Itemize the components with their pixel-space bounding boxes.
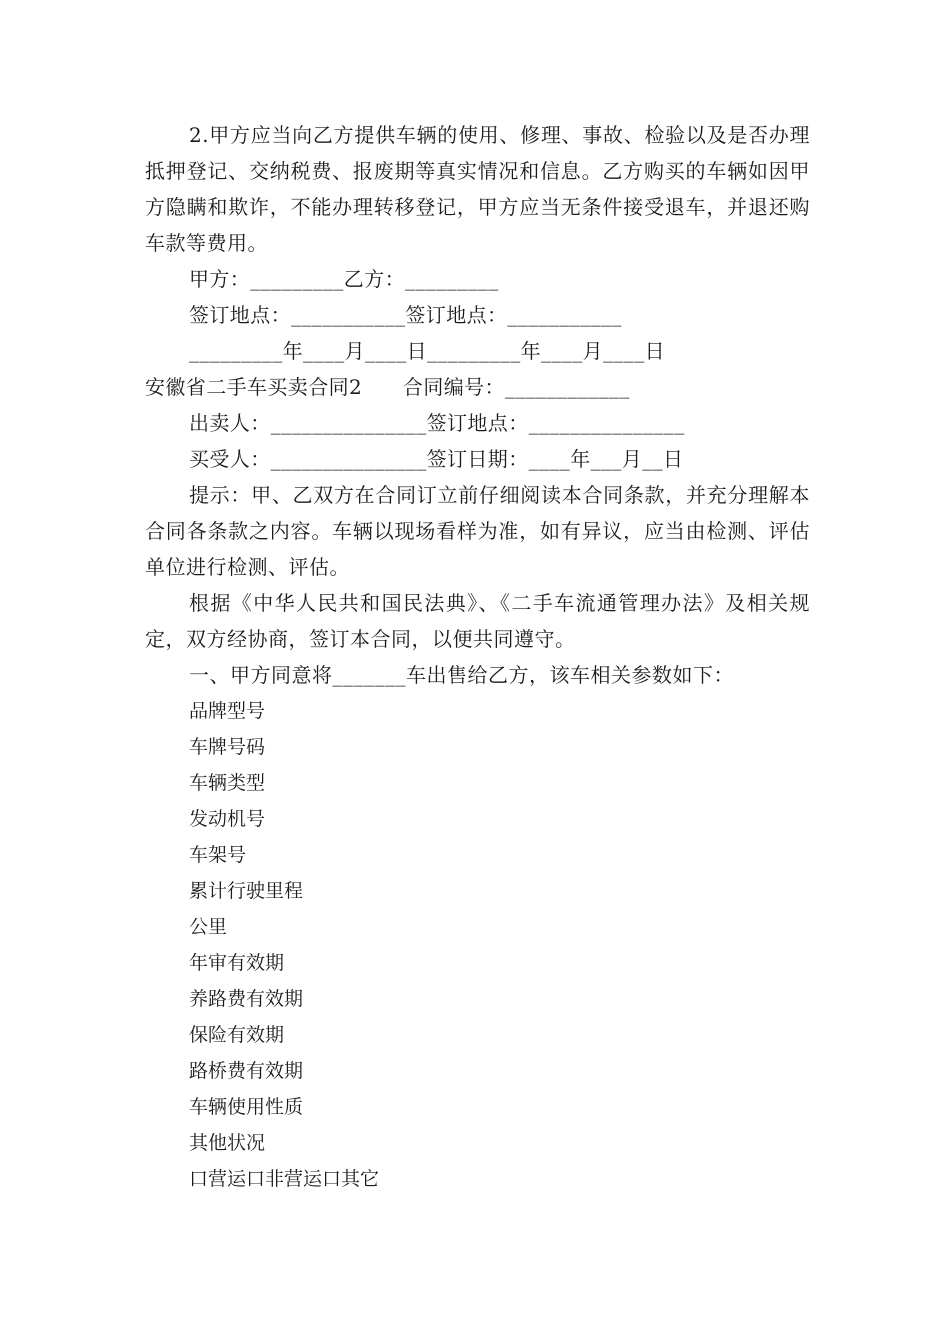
- param-other-status: 其他状况: [189, 1132, 266, 1154]
- param-bridge-toll: 路桥费有效期: [189, 1060, 304, 1082]
- signature-dates-line: _________年____月____日_________年____月____日: [189, 339, 665, 363]
- notice-paragraph: 提示：甲、乙双方在合同订立前仔细阅读本合同条款，并充分理解本合同各条款之内容。车辆以现场看样为准，如有异议，应当由检测、评估单位进行检测、评估。: [145, 483, 810, 579]
- param-usage-nature: 车辆使用性质: [189, 1096, 304, 1118]
- buyer-line: 买受人：_______________签订日期：____年___月__日: [189, 447, 684, 471]
- param-mileage: 累计行驶里程: [189, 880, 304, 902]
- seller-duty-paragraph: 2.甲方应当向乙方提供车辆的使用、修理、事故、检验以及是否办理抵押登记、交纳税费、报废期等真实情况和信息。乙方购买的车辆如因甲方隐瞒和欺诈，不能办理转移登记，甲方应当无条件接受退车，并退还购车款等费用。: [145, 123, 810, 255]
- contract-title-line: 安徽省二手车买卖合同2 合同编号：____________: [145, 375, 630, 399]
- vehicle-param-list: [145, 693, 810, 1197]
- param-annual-inspection: 年审有效期: [189, 952, 285, 974]
- seller-line: 出卖人：_______________签订地点：_______________: [189, 411, 685, 435]
- param-engine-number: 发动机号: [189, 808, 266, 830]
- param-road-fee: 养路费有效期: [189, 988, 304, 1010]
- document-page: [145, 117, 810, 1197]
- param-kilometers: 公里: [189, 916, 228, 938]
- clause-one-paragraph: 一、甲方同意将_______车出售给乙方，该车相关参数如下：: [189, 663, 734, 687]
- param-vehicle-type: 车辆类型: [189, 772, 266, 794]
- param-frame-number: 车架号: [189, 844, 247, 866]
- signature-parties-line: 甲方：_________乙方：_________: [189, 267, 499, 291]
- param-insurance: 保险有效期: [189, 1024, 285, 1046]
- legal-basis-paragraph: 根据《中华人民共和国民法典》、《二手车流通管理办法》及相关规定，双方经协商，签订本合同，以便共同遵守。: [145, 591, 810, 651]
- param-operation-options: 口营运口非营运口其它: [189, 1168, 380, 1190]
- param-brand-model: 品牌型号: [189, 700, 266, 722]
- signature-places-line: 签订地点：___________签订地点：___________: [189, 303, 622, 327]
- param-plate-number: 车牌号码: [189, 736, 266, 758]
